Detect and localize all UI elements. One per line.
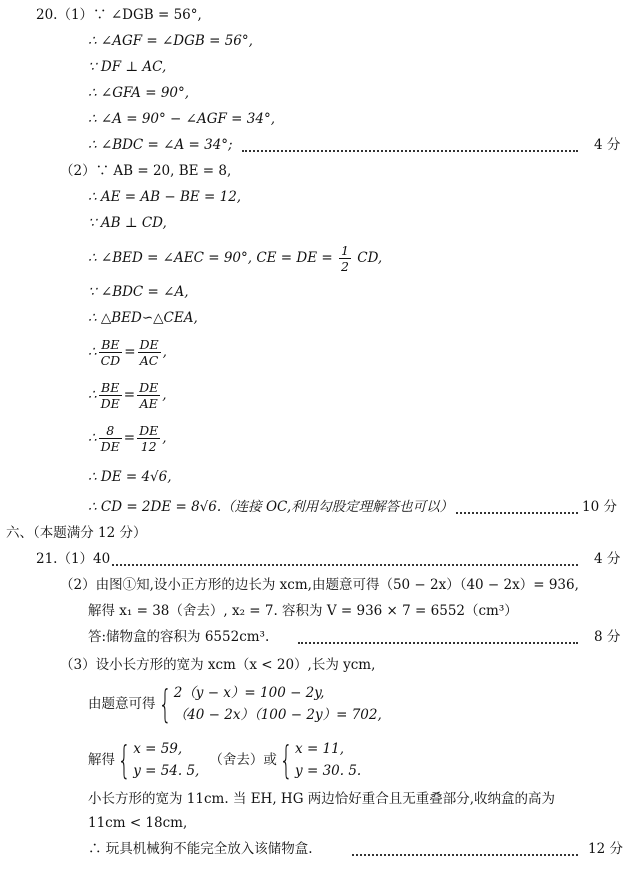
score-label: 4 分 — [594, 137, 621, 153]
q20-ratio-2: ∴ $\frac{BE}{DE}$ = $\frac{DE}{AE}$ , — [88, 380, 167, 411]
equation: 2（y − x）= 100 − 2y, — [173, 685, 325, 701]
fraction-half — [339, 243, 351, 274]
solution-a — [133, 738, 199, 782]
q21-equation-system — [88, 682, 382, 726]
equation: y = 54. 5, — [133, 763, 200, 779]
q20-de-line: ∴ DE = 4√6, — [88, 469, 172, 485]
left-brace: { — [117, 738, 131, 782]
right-angle-tail: CD, — [357, 250, 383, 266]
q21-part2-line: 解得 x₁ = 38（舍去）, x₂ = 7. 容积为 V = 936 × 7 = 6552（cm³） — [88, 603, 518, 619]
equation: y = 30. 5. — [295, 763, 362, 779]
fraction-denominator: DE — [100, 396, 120, 411]
fraction-numerator: BE — [99, 380, 122, 396]
q21-part2-answer: 答:储物盒的容积为 6552cm³. — [88, 629, 270, 645]
q20-step: ∴ △BED∽△CEA, — [88, 310, 198, 326]
fraction — [99, 423, 122, 454]
fraction-numerator: DE — [139, 423, 159, 438]
q20-part2-header: （2）∵ AB = 20, BE = 8, — [60, 163, 232, 179]
score-leader — [298, 642, 578, 644]
q20-ratio-3: ∴ $\frac{8}{DE}$ = $\frac{DE}{12}$ , — [88, 423, 167, 454]
q20-step: ∵ ∠BDC = ∠A, — [88, 284, 189, 300]
solution-label: 解得 — [88, 752, 115, 768]
fraction-numerator: DE — [139, 337, 159, 352]
solution-connector: （舍去）或 — [209, 752, 277, 768]
q20-step: ∵ DF ⊥ AC, — [88, 59, 167, 75]
fraction-denominator: AC — [139, 353, 159, 368]
fraction-numerator: DE — [139, 380, 159, 395]
fraction-denominator: 2 — [341, 259, 349, 274]
fraction — [99, 380, 122, 411]
left-brace: { — [279, 738, 293, 782]
equation: x = 59, — [133, 741, 183, 757]
left-brace: { — [157, 682, 172, 726]
q20-step: ∵ AB ⊥ CD, — [88, 215, 167, 231]
q21-part3-line: （3）设小长方形的宽为 xcm（x < 20）,长为 ycm, — [60, 657, 376, 673]
q21-part1: 21.（1）40 — [36, 551, 111, 567]
system-equations — [174, 682, 382, 726]
section-heading: 六、（本题满分 12 分） — [6, 525, 147, 541]
solution-b — [295, 738, 361, 782]
score-label: 4 分 — [594, 551, 621, 567]
q21-part3-line: 小长方形的宽为 11cm. 当 EH, HG 两边恰好重合且无重叠部分,收纳盒的高为 — [88, 791, 556, 807]
fraction-denominator: CD — [100, 353, 121, 368]
q20-cd-line: ∴ CD = 2DE = 8√6.（连接 OC,利用勾股定理解答也可以） — [88, 499, 454, 515]
q20-step: ∴ ∠BDC = ∠A = 34°; — [88, 137, 233, 153]
score-leader — [242, 150, 578, 152]
q20-step: ∴ ∠AGF = ∠DGB = 56°, — [88, 33, 253, 49]
q21-part3-line: 11cm < 18cm, — [88, 815, 188, 831]
score-leader — [456, 512, 578, 514]
system-label: 由题意可得 — [88, 696, 156, 712]
fraction-denominator: AE — [139, 396, 158, 411]
q21-part2-line: （2）由图①知,设小正方形的边长为 xcm,由题意可得（50 − 2x）（40 − 2x）= 936, — [60, 577, 579, 593]
fraction — [99, 337, 123, 368]
score-label: 12 分 — [588, 841, 623, 857]
q20-ratio-1: ∴ $\frac{BE}{CD}$ = $\frac{DE}{AC}$ , — [88, 337, 167, 368]
score-leader — [112, 564, 578, 566]
equation: （40 − 2x）（100 − 2y）= 702, — [173, 707, 382, 723]
fraction-denominator: 12 — [140, 439, 157, 454]
score-label: 10 分 — [582, 499, 617, 515]
q20-step: ∴ ∠A = 90° − ∠AGF = 34°, — [88, 111, 275, 127]
fraction — [138, 337, 161, 368]
equation: x = 11, — [295, 741, 345, 757]
fraction-numerator: BE — [99, 337, 123, 353]
q20-step: ∴ AE = AB − BE = 12, — [88, 189, 242, 205]
fraction — [137, 423, 160, 454]
q20-header: 20.（1）∵ ∠DGB = 56°, — [36, 7, 202, 23]
q21-solution-system — [88, 738, 361, 782]
fraction-numerator: 8 — [99, 423, 122, 439]
fraction-denominator: DE — [100, 439, 120, 454]
score-leader — [352, 854, 578, 856]
q21-conclusion: ∴ 玩具机械狗不能完全放入该储物盒. — [88, 841, 313, 857]
q20-step: ∴ ∠GFA = 90°, — [88, 85, 190, 101]
fraction-numerator: 1 — [341, 243, 349, 258]
q20-right-angle-line — [88, 243, 382, 274]
score-label: 8 分 — [594, 629, 621, 645]
right-angle-text: ∴ ∠BED = ∠AEC = 90°, CE = DE = — [88, 250, 333, 266]
fraction — [137, 380, 160, 411]
